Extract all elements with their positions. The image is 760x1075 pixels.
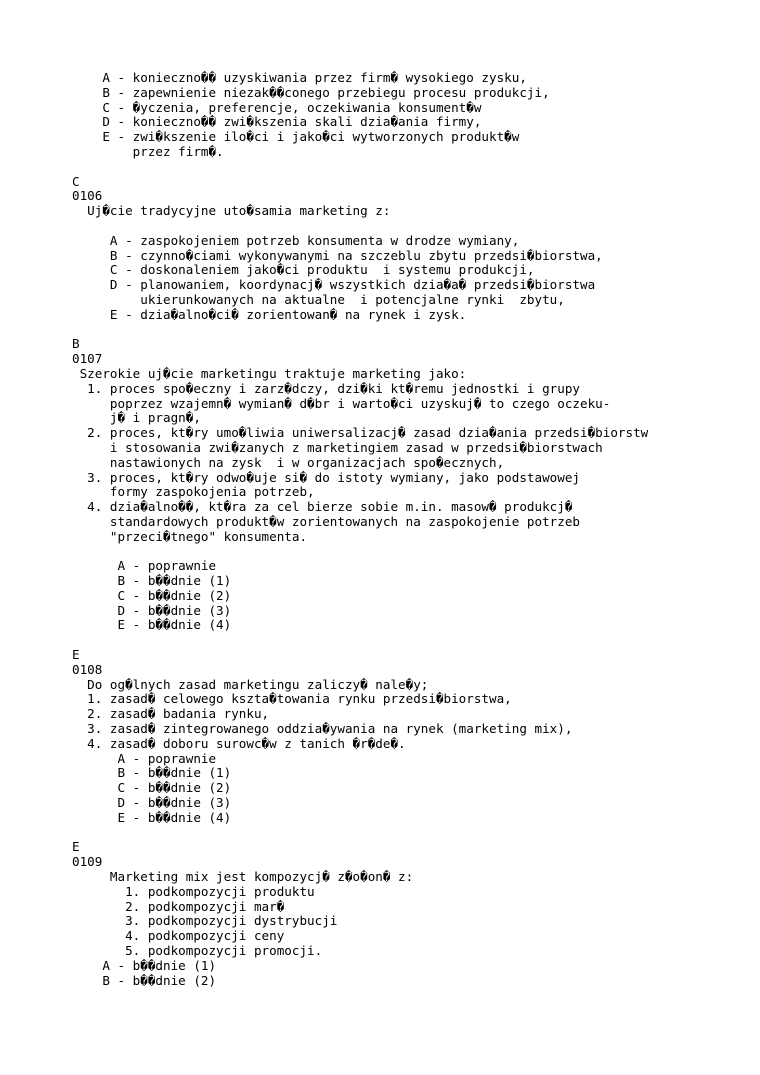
text-line: formy zaspokojenia potrzeb, <box>72 484 315 500</box>
text-line: przez firm�. <box>72 143 224 159</box>
text-line: ukierunkowanych na aktualne i potencjalne rynki zbytu, <box>72 291 565 307</box>
text-line: B - b��dnie (2) <box>72 972 217 988</box>
text-line <box>72 633 648 648</box>
text-line: D - konieczno�� zwi�kszenia skali dzia�ania firmy, <box>72 114 482 130</box>
text-line: C - b��dnie (2) <box>72 780 232 796</box>
text-line: E - b��dnie (4) <box>72 617 232 633</box>
text-line: 4. podkompozycji ceny <box>72 928 285 944</box>
text-line: Szerokie uj�cie marketingu traktuje marketing jako: <box>72 365 467 381</box>
text-line: B <box>72 336 80 352</box>
text-line: 0106 <box>72 188 103 204</box>
text-line <box>72 826 648 841</box>
text-line: B - zapewnienie niezak��conego przebiegu procesu produkcji, <box>72 84 550 100</box>
text-line: Do og�lnych zasad marketingu zaliczy� nale�y; <box>72 676 429 692</box>
text-line: 2. podkompozycji mar� <box>72 898 285 914</box>
text-line: j� i pragn�, <box>72 410 201 426</box>
text-line: 3. proces, kt�ry odwo�uje si� do istoty wymiany, jako podstawowej <box>72 469 580 485</box>
text-line: D - b��dnie (3) <box>72 602 232 618</box>
text-line: 2. proces, kt�ry umo�liwia uniwersalizacj� zasad dzia�ania przedsi�biorstw <box>72 425 649 441</box>
text-line: 1. proces spo�eczny i zarz�dczy, dzi�ki kt�remu jednostki i grupy <box>72 380 580 396</box>
text-line: standardowych produkt�w zorientowanych na zaspokojenie potrzeb <box>72 513 580 529</box>
text-line: E - b��dnie (4) <box>72 809 232 825</box>
text-line: A - poprawnie <box>72 558 217 574</box>
text-line: E - dzia�alno�ci� zorientowan� na rynek i zysk. <box>72 306 467 322</box>
text-line: D - b��dnie (3) <box>72 795 232 811</box>
text-line: C - �yczenia, preferencje, oczekiwania konsument�w <box>72 99 482 115</box>
text-line: 3. zasad� zintegrowanego oddzia�ywania na rynek (marketing mix), <box>72 721 573 737</box>
text-line: D - planowaniem, koordynacj� wszystkich dzia�a� przedsi�biorstwa <box>72 277 596 293</box>
text-line: poprzez wzajemn� wymian� d�br i warto�ci uzyskuj� to czego oczeku- <box>72 395 611 411</box>
text-line: C - b��dnie (2) <box>72 587 232 603</box>
text-line: A - konieczno�� uzyskiwania przez firm� wysokiego zysku, <box>72 70 527 85</box>
text-line: E - zwi�kszenie ilo�ci i jako�ci wytworzonych produkt�w <box>72 129 520 145</box>
text-line: 0108 <box>72 661 103 677</box>
document-text <box>72 71 648 988</box>
text-line: E <box>72 647 80 663</box>
text-line: "przeci�tnego" konsumenta. <box>72 528 308 544</box>
text-line: 4. dzia�alno��, kt�ra za cel bierze sobie m.in. masow� produkcj� <box>72 499 573 515</box>
text-line <box>72 545 648 560</box>
text-line: Marketing mix jest kompozycj� z�o�on� z: <box>72 869 414 885</box>
text-line: C <box>72 173 80 189</box>
text-line: 0107 <box>72 351 103 367</box>
text-line: 1. podkompozycji produktu <box>72 883 315 899</box>
text-line: C - doskonaleniem jako�ci produktu i systemu produkcji, <box>72 262 535 278</box>
text-line: A - zaspokojeniem potrzeb konsumenta w drodze wymiany, <box>72 232 520 248</box>
text-line: 0109 <box>72 854 103 870</box>
text-line: B - b��dnie (1) <box>72 765 232 781</box>
text-line: 5. podkompozycji promocji. <box>72 943 323 959</box>
text-line: 1. zasad� celowego kszta�towania rynku przedsi�biorstwa, <box>72 691 512 707</box>
text-line: 3. podkompozycji dystrybucji <box>72 913 338 929</box>
text-line: Uj�cie tradycyjne uto�samia marketing z: <box>72 203 391 219</box>
text-line: i stosowania zwi�zanych z marketingiem zasad w przedsi�biorstwach <box>72 439 603 455</box>
text-line <box>72 323 648 338</box>
text-line: B - czynno�ciami wykonywanymi na szczeblu zbytu przedsi�biorstwa, <box>72 247 603 263</box>
text-line: nastawionych na zysk i w organizacjach spo�ecznych, <box>72 454 505 470</box>
text-line: B - b��dnie (1) <box>72 573 232 589</box>
text-line: E <box>72 839 80 855</box>
text-line: 2. zasad� badania rynku, <box>72 706 270 722</box>
text-line <box>72 160 648 175</box>
text-line: A - poprawnie <box>72 750 217 766</box>
text-line: A - b��dnie (1) <box>72 957 217 973</box>
text-line <box>72 219 648 234</box>
text-line: 4. zasad� doboru surowc�w z tanich �r�de�. <box>72 735 406 751</box>
